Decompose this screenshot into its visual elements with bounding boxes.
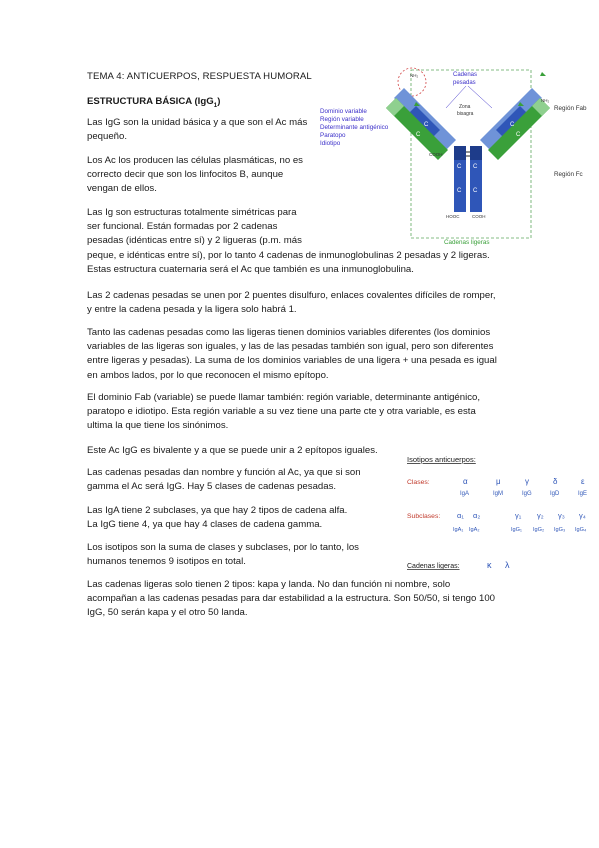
svg-text:Región variable: Región variable [320,116,364,123]
paragraph-3-line: Las Ig son estructuras totalmente simétricas para [87,207,297,218]
svg-text:C: C [510,122,515,128]
subclass-greek: γ₁ [515,511,522,520]
right-arm [480,88,550,160]
class-name-iga: IgA [460,491,470,497]
class-name-igg: IgG [522,491,532,497]
subclass-name: IgA₁ [453,527,464,533]
class-greek-igg: γ [525,477,529,486]
paragraph-10-line: Los isotipos son la suma de clases y subclases, por lo tanto, los [87,542,359,553]
paragraph-2-line: Los Ac los producen las células plasmáticas, no es [87,155,303,166]
svg-text:pesadas: pesadas [453,80,476,86]
hooc-terminal: HOOC [446,214,460,219]
class-greek-igd: δ [553,477,558,486]
paragraph-6-line: paratopo e idiotipo. Esta región variable a su vez tiene una parte cte y otra variable, es esta [87,406,476,418]
classes-label: Clases: [407,479,430,486]
svg-text:C: C [516,132,521,138]
paragraph-8-line: Las cadenas pesadas dan nombre y función al Ac, ya que si son [87,467,361,478]
class-greek-ige: ε [581,477,585,486]
subclass-greek: γ₃ [558,511,565,520]
isotype-title: Isotipos anticuerpos: [407,455,476,464]
svg-text:C: C [424,122,429,128]
class-name-igm: IgM [493,491,504,497]
paragraph-2-line: correcto decir que son los linfocitos B, aunque [87,169,284,181]
nh2-terminal: NH₂ [541,98,550,103]
paragraph-1-line: Las IgG son la unidad básica y a que son el Ac más [87,117,308,128]
document-title: TEMA 4: ANTICUERPOS, RESPUESTA HUMORAL [87,71,312,82]
paragraph-1-line: pequeño. [87,131,128,143]
svg-text:C: C [416,132,421,138]
paragraph-3-line: ser funcional. Están formadas por 2 cadenas [87,221,278,233]
paragraph-5-line: en ambos lados, por lo que reconocen el mismo epítopo. [87,369,329,381]
class-name-igd: IgD [550,491,560,497]
svg-text:Determinante antigénico: Determinante antigénico [320,124,389,131]
subclass-list [453,511,587,533]
subclass-greek: α₁ [457,511,464,520]
paragraph-9-line: Las IgA tiene 2 subclases, ya que hay 2 tipos de cadena alfa. [87,505,348,516]
lambda-symbol: λ [505,560,510,570]
subclass-name: IgG₂ [533,527,545,533]
paragraph-5-line: Tanto las cadenas pesadas como las ligeras tienen dominios variables diferentes (los dominios [87,327,491,338]
cooh-terminal: COOH [429,152,443,157]
paragraph-3-line: peque, e idénticas entre sí), por lo tanto 4 cadenas de inmunoglobulinas 2 pesadas y 2 ligeras. [87,249,490,261]
nh2-terminal: NH₂ [410,73,419,78]
paragraph-11-line: Las cadenas ligeras solo tienen 2 tipos: kapa y landa. No dan función ni nombre, solo [87,579,451,590]
paragraph-7-line: Este Ac IgG es bivalente y a que se puede unir a 2 epítopos iguales. [87,445,378,456]
paragraph-4-line: y entre la cadena pesada y la ligera solo habrá 1. [87,304,297,316]
paragraph-9-line: La IgG tiene 4, ya que hay 4 clases de cadena gamma. [87,519,323,531]
subclass-name: IgG₁ [511,527,522,533]
paragraph-3-line: pesadas (idénticas entre sí) y 2 ligueras (p.m. más [87,235,302,247]
class-list [460,477,587,497]
cooh-terminal: COOH [472,214,486,219]
paragraph-10-line: humanos tenemos 9 isotipos en total. [87,556,246,568]
light-chain-types-label: Cadenas ligeras: [407,563,460,570]
svg-text:C: C [473,188,478,194]
subclasses-label: Subclases: [407,513,441,520]
svg-text:C: C [457,164,462,170]
variable-domain-labels [320,108,389,147]
paragraph-2-line: vengan de ellos. [87,183,157,195]
class-greek-igm: μ [496,477,501,486]
subclass-greek: γ₄ [579,511,586,520]
isotype-table [403,452,599,582]
heavy-chains-label: Cadenas [453,72,478,78]
paragraph-3-line: Estas estructura cuaternaria será el Ac que también es una inmunoglobulina. [87,263,414,275]
paragraph-4-line: Las 2 cadenas pesadas se unen por 2 puentes disulfuro, enlaces covalentes difíciles de romper, [87,290,496,301]
subclass-name: IgG₃ [554,527,566,533]
subclass-name: IgG₄ [575,527,587,533]
paragraph-5-line: entre ligeras y pesadas). La suma de los dominios variables de una ligera + una pesada es igual [87,355,497,367]
svg-text:C: C [473,164,478,170]
paragraph-11-line: acompañan a las cadenas pesadas para dar estabilidad a la estructura. Son 50/50, si tengo 100 [87,593,496,605]
svg-text:Dominio variable: Dominio variable [320,108,367,115]
paragraph-5-line: variables de las ligeras son iguales, y las de las pesadas también son igual, pero son diferentes [87,341,494,353]
paragraph-6-line: El dominio Fab (variable) se puede llamar también: región variable, determinante antigénico, [87,392,481,403]
subclass-name: IgA₂ [469,527,480,533]
light-chains-label: Cadenas ligeras [444,239,490,246]
paragraph-6-line: ultima la que tiene los sinónimos. [87,420,229,432]
svg-text:Paratopo: Paratopo [320,132,346,139]
fc-region-label: Región Fc [554,171,583,178]
subclass-greek: γ₂ [537,511,544,520]
class-greek-iga: α [463,477,468,486]
hinge-label: Zona [459,104,471,110]
paragraph-8-line: gamma el Ac será IgG. Hay 5 clases de cadenas pesadas. [87,481,337,493]
section-heading: ESTRUCTURA BÁSICA (IgG$_1$) [87,96,221,109]
antibody-structure-diagram [316,64,598,254]
paragraph-11-line: IgG, 50 serán kapa y el otro 50 landa. [87,607,248,619]
subclass-greek: α₂ [473,511,481,520]
svg-text:C: C [457,188,462,194]
class-name-ige: IgE [578,491,588,497]
svg-text:bisagra: bisagra [457,111,474,117]
svg-text:Idiotipo: Idiotipo [320,140,341,147]
fab-region-label: Región Fab [554,105,587,112]
kappa-symbol: κ [487,560,492,570]
left-arm [386,88,456,160]
